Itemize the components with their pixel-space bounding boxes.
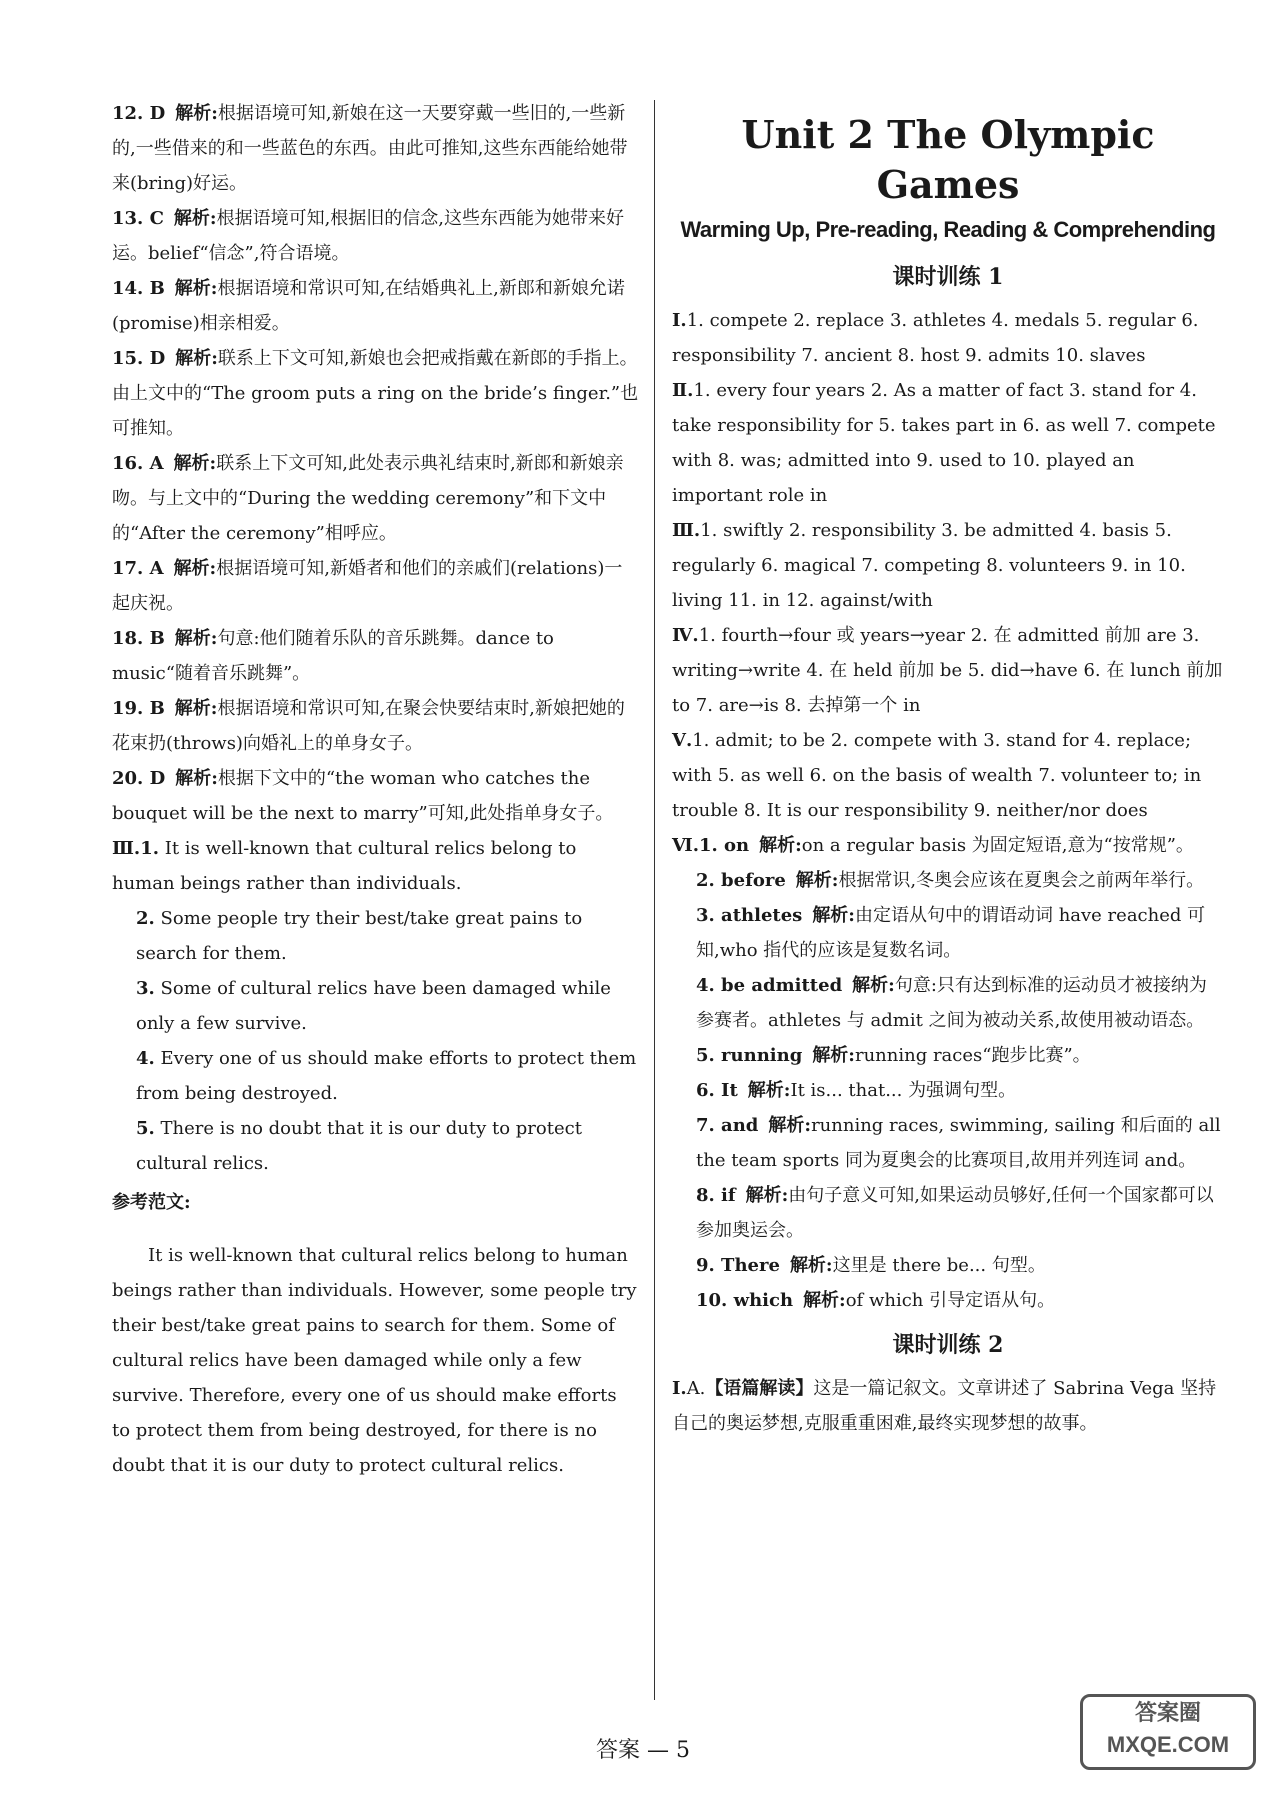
sentence-number: 2.	[136, 908, 155, 929]
explanation-item	[672, 1248, 1224, 1283]
watermark-line-1: 答案圈	[1134, 1700, 1201, 1725]
answer-number: 12. D	[112, 103, 166, 124]
explanation-item	[672, 828, 1224, 863]
explanation-text: 根据语境和常识可知,在结婚典礼上,新郎和新娘允诺(promise)相亲相爱。	[112, 278, 625, 334]
answer-item	[112, 761, 640, 831]
answer-number: 13. C	[112, 208, 164, 229]
model-essay-text: It is well-known that cultural relics belong to human beings rather than individuals. However, some people try their best/take great pains to search for them. Some of cultural relics have been damaged while only a few survive. Therefore, every one of us should make efforts to protect them from being destroyed, for there is no doubt that it is our duty to protect cultural relics.	[112, 1245, 637, 1476]
explanation-label: 解析:	[173, 453, 217, 474]
explanation-text: 根据常识,冬奥会应该在夏奥会之前两年举行。	[838, 870, 1205, 891]
explanation-label: 解析:	[174, 628, 218, 649]
answer-number: 10. which	[696, 1290, 794, 1311]
explanation-label: 解析:	[174, 278, 218, 299]
explanation-text: running races“跑步比赛”。	[854, 1045, 1091, 1066]
model-essay-title: 参考范文:	[112, 1192, 191, 1213]
answer-list-left	[112, 96, 640, 831]
explanation-text: 联系上下文可知,新娘也会把戒指戴在新郎的手指上。由上文中的“The groom puts a ring on the bride’s finger.”也可推知。	[112, 348, 639, 439]
answer-number: 20. D	[112, 768, 166, 789]
explanation-text: 这里是 there be... 句型。	[832, 1255, 1046, 1276]
answer-number: 3. athletes	[696, 905, 803, 926]
answer-number: 2. before	[696, 870, 786, 891]
reading-summary	[672, 1371, 1224, 1441]
explanation-text: 根据语境可知,新娘在这一天要穿戴一些旧的,一些新的,一些借来的和一些蓝色的东西。由此可推知,这些东西能给她带来(bring)好运。	[112, 103, 628, 194]
explanation-label: 解析:	[812, 905, 855, 926]
explanation-label: 解析:	[747, 1080, 791, 1101]
sentence-text: There is no doubt that it is our duty to protect cultural relics.	[136, 1118, 582, 1174]
answer-block-text: 1. compete 2. replace 3. athletes 4. medals 5. regular 6. responsibility 7. ancient 8. host 9. admits 10. slaves	[672, 310, 1199, 366]
answer-block-text: 1. swiftly 2. responsibility 3. be admitted 4. basis 5. regularly 6. magical 7. competing 8. volunteers 9. in 10. living 11. in 12. against/with	[672, 520, 1186, 611]
sentence-number: 3.	[136, 978, 155, 999]
explanation-label: 解析:	[812, 1045, 855, 1066]
explanation-item	[672, 1038, 1224, 1073]
passage-letter: A.	[686, 1378, 706, 1399]
answer-item	[112, 621, 640, 691]
column-divider	[654, 100, 655, 1700]
section-3-sentences	[112, 831, 640, 1181]
left-column	[112, 96, 640, 1501]
sentence-number: 4.	[136, 1048, 155, 1069]
explanation-label: 解析:	[768, 1115, 812, 1136]
explanation-text: of which 引导定语从句。	[845, 1290, 1056, 1311]
explanation-label: 解析:	[759, 835, 802, 856]
right-column	[672, 96, 1224, 1441]
section-roman-numeral: Ⅰ.	[672, 310, 687, 331]
answer-number: 7. and	[696, 1115, 759, 1136]
passage-tag: 【语篇解读】	[705, 1378, 814, 1399]
answer-number: 17. A	[112, 558, 164, 579]
explanation-label: 解析:	[789, 1255, 833, 1276]
explanation-item	[672, 1108, 1224, 1178]
sentence-item	[112, 901, 640, 971]
section-roman-numeral: Ⅴ.	[672, 730, 693, 751]
section-roman-numeral: Ⅰ.	[672, 1378, 687, 1399]
lesson-heading: 课时训练 2	[892, 1332, 1004, 1358]
answer-block-text: 1. fourth→four 或 years→year 2. 在 admitted 前加 are 3. writing→write 4. 在 held 前加 be 5. did→have 6. 在 lunch 前加 to 7. are→is 8. 去掉第一个 in	[672, 625, 1223, 716]
answer-block-text: 1. admit; to be 2. compete with 3. stand for 4. replace; with 5. as well 6. on the basis of wealth 7. volunteer to; in trouble 8. It is our responsibility 9. neither/nor does	[672, 730, 1202, 821]
explanation-text: 根据语境和常识可知,在聚会快要结束时,新娘把她的花束扔(throws)向婚礼上的单身女子。	[112, 698, 625, 754]
explanation-text: 根据语境可知,根据旧的信念,这些东西能为她带来好运。belief“信念”,符合语境。	[112, 208, 625, 264]
answer-item	[112, 341, 640, 446]
watermark-line-2: MXQE.COM	[1106, 1732, 1230, 1757]
explanation-label: 解析:	[745, 1185, 789, 1206]
explanation-text: 根据下文中的“the woman who catches the bouquet will be the next to marry”可知,此处指单身女子。	[112, 768, 614, 824]
explanation-text: 根据语境可知,新婚者和他们的亲戚们(relations)一起庆祝。	[112, 558, 623, 614]
explanation-label: 解析:	[173, 558, 217, 579]
passage-summary-text: 这是一篇记叙文。文章讲述了 Sabrina Vega 坚持自己的奥运梦想,克服重重困难,最终实现梦想的故事。	[672, 1378, 1217, 1434]
sentence-number: 1.	[140, 838, 159, 859]
section-6-explanations	[672, 828, 1224, 1318]
explanation-text: 由句子意义可知,如果运动员够好,任何一个国家都可以参加奥运会。	[696, 1185, 1214, 1241]
sentence-item	[112, 831, 640, 901]
section-roman-numeral: Ⅱ.	[672, 380, 694, 401]
answer-item	[112, 96, 640, 201]
explanation-label: 解析:	[175, 768, 218, 789]
answer-number: 15. D	[112, 348, 166, 369]
unit-title: Unit 2 The Olympic Games	[741, 112, 1155, 207]
answer-item	[112, 551, 640, 621]
answer-number: 6. It	[696, 1080, 738, 1101]
answer-number: 5. running	[696, 1045, 803, 1066]
unit-subtitle: Warming Up, Pre-reading, Reading & Comprehending	[680, 217, 1216, 242]
explanation-text: running races, swimming, sailing 和后面的 all the team sports 同为夏奥会的比赛项目,故用并列连词 and。	[696, 1115, 1221, 1171]
page-footer: 答案 — 5	[596, 1738, 690, 1763]
explanation-item	[672, 863, 1224, 898]
answer-number: 1. on	[698, 835, 750, 856]
answer-number: 9. There	[696, 1255, 780, 1276]
explanation-label: 解析:	[175, 348, 218, 369]
explanation-item	[672, 968, 1224, 1038]
explanation-label: 解析:	[795, 870, 839, 891]
explanation-text: 句意:只有达到标准的运动员才被接纳为参赛者。athletes 与 admit 之间为被动关系,故使用被动语态。	[696, 975, 1207, 1031]
answer-item	[112, 271, 640, 341]
explanation-text: 由定语从句中的谓语动词 have reached 可知,who 指代的应该是复数名词。	[696, 905, 1206, 961]
explanation-text: on a regular basis 为固定短语,意为“按常规”。	[801, 835, 1194, 856]
explanation-item	[672, 1178, 1224, 1248]
sentence-number: 5.	[136, 1118, 155, 1139]
sentence-item	[112, 971, 640, 1041]
sentence-text: Every one of us should make efforts to protect them from being destroyed.	[136, 1048, 637, 1104]
answer-block	[672, 723, 1224, 828]
explanation-label: 解析:	[173, 208, 217, 229]
section-roman-numeral: Ⅵ.	[672, 835, 699, 856]
sentence-item	[112, 1041, 640, 1111]
explanation-text: It is... that... 为强调句型。	[790, 1080, 1017, 1101]
answer-block	[672, 513, 1224, 618]
explanation-text: 联系上下文可知,此处表示典礼结束时,新郎和新娘亲吻。与上文中的“During the wedding ceremony”和下文中的“After the ceremony”相呼应。	[112, 453, 624, 544]
answer-block-text: 1. every four years 2. As a matter of fact 3. stand for 4. take responsibility for 5. takes part in 6. as well 7. compete with 8. was; admitted into 9. used to 10. played an important role in	[672, 380, 1216, 506]
answer-block	[672, 303, 1224, 373]
explanation-label: 解析:	[175, 103, 218, 124]
answer-item	[112, 446, 640, 551]
explanation-label: 解析:	[803, 1290, 846, 1311]
section-roman-numeral: Ⅲ.	[112, 838, 141, 859]
watermark-logo	[1080, 1694, 1256, 1770]
answer-block	[672, 373, 1224, 513]
answer-number: 19. B	[112, 698, 165, 719]
answer-item	[112, 201, 640, 271]
explanation-label: 解析:	[852, 975, 895, 996]
answer-number: 16. A	[112, 453, 164, 474]
sentence-item	[112, 1111, 640, 1181]
explanation-item	[672, 1073, 1224, 1108]
answer-block	[672, 618, 1224, 723]
explanation-label: 解析:	[174, 698, 218, 719]
sentence-text: Some of cultural relics have been damaged while only a few survive.	[136, 978, 611, 1034]
answer-item	[112, 691, 640, 761]
answer-number: 18. B	[112, 628, 165, 649]
explanation-item	[672, 1283, 1224, 1318]
explanation-text: 句意:他们随着乐队的音乐跳舞。dance to music“随着音乐跳舞”。	[112, 628, 554, 684]
sentence-text: Some people try their best/take great pains to search for them.	[136, 908, 583, 964]
section-roman-numeral: Ⅲ.	[672, 520, 701, 541]
section-roman-numeral: Ⅳ.	[672, 625, 699, 646]
answer-number: 8. if	[696, 1185, 736, 1206]
answer-number: 14. B	[112, 278, 165, 299]
explanation-item	[672, 898, 1224, 968]
lesson-heading: 课时训练 1	[892, 264, 1004, 290]
sentence-text: It is well-known that cultural relics belong to human beings rather than individuals.	[112, 838, 577, 894]
answer-number: 4. be admitted	[696, 975, 843, 996]
